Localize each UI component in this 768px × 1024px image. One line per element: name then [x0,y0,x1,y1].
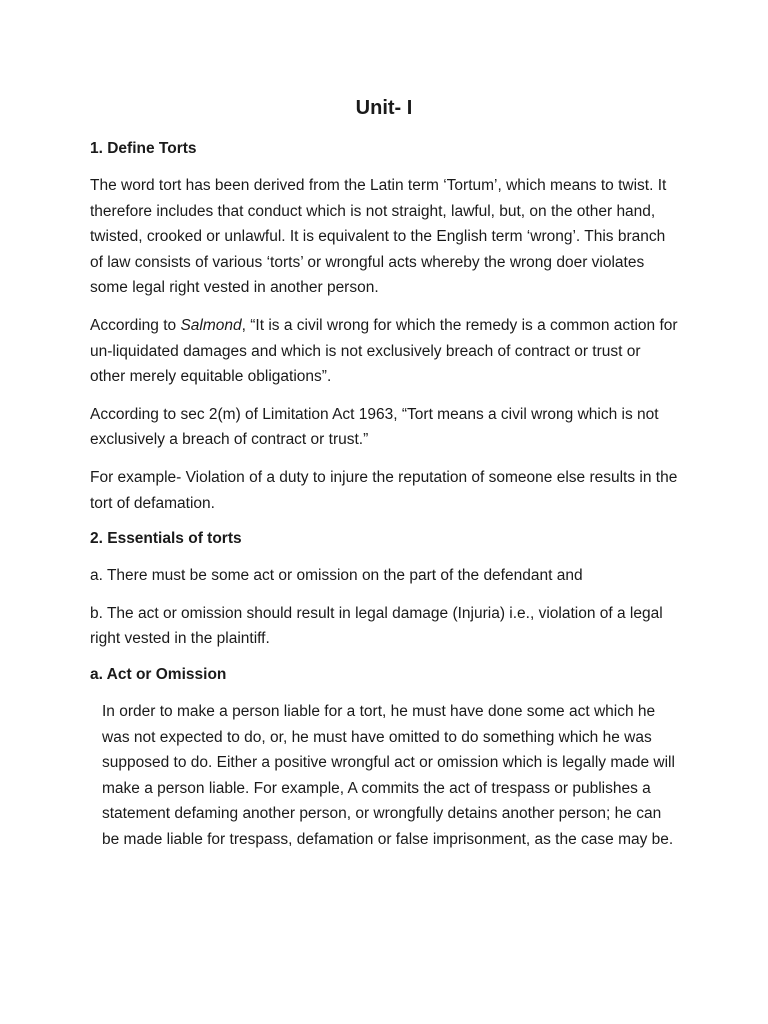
paragraph-salmond-definition [90,313,680,390]
paragraph-act-or-omission: In order to make a person liable for a tort, he must have done some act which he was not expected to do, or, he must have omitted to do something which he was supposed to do. Either a positive wrongful act or omission which is legally made will make a person liable. For example, A commits the act of trespass or publishes a statement defaming another person, or wrongfully detains another person; he can be made liable for trespass, defamation or false imprisonment, as the case may be. [102,702,675,848]
page-title: Unit- I [355,97,413,119]
document-body [90,138,680,864]
section-heading-act-or-omission: a. Act or Omission [90,665,227,683]
paragraph-defamation-example: For example- Violation of a duty to injure the reputation of someone else results in the tort of defamation. [90,468,678,512]
section-heading-define-torts: 1. Define Torts [90,140,197,157]
paragraph-essential-b: b. The act or omission should result in legal damage (Injuria) i.e., violation of a legal right vested in the plaintiff. [90,604,663,648]
paragraph-limitation-act: According to sec 2(m) of Limitation Act 1963, “Tort means a civil wrong which is not exclusively a breach of contract or trust.” [90,405,659,449]
salmond-name: Salmond [180,316,242,334]
salmond-intro-text: According to [90,316,181,334]
salmond-quote-text: , “It is a civil wrong for which the remedy is a common action for un-liquidated damages and which is not exclusively breach of contract or trust or other merely equitable obligations”. [90,316,678,386]
paragraph-essential-a: a. There must be some act or omission on the part of the defendant and [90,567,583,585]
section-heading-essentials: 2. Essentials of torts [90,530,242,548]
paragraph-tort-etymology: The word tort has been derived from the Latin term ‘Tortum’, which means to twist. It therefore includes that conduct which is not straight, lawful, but, on the other hand, twisted, crooked or unlawful. It is equivalent to the English term ‘wrong’. This branch of law consists of various ‘torts’ or wrongful acts whereby the wrong doer violates some legal right vested in another person. [90,177,667,297]
